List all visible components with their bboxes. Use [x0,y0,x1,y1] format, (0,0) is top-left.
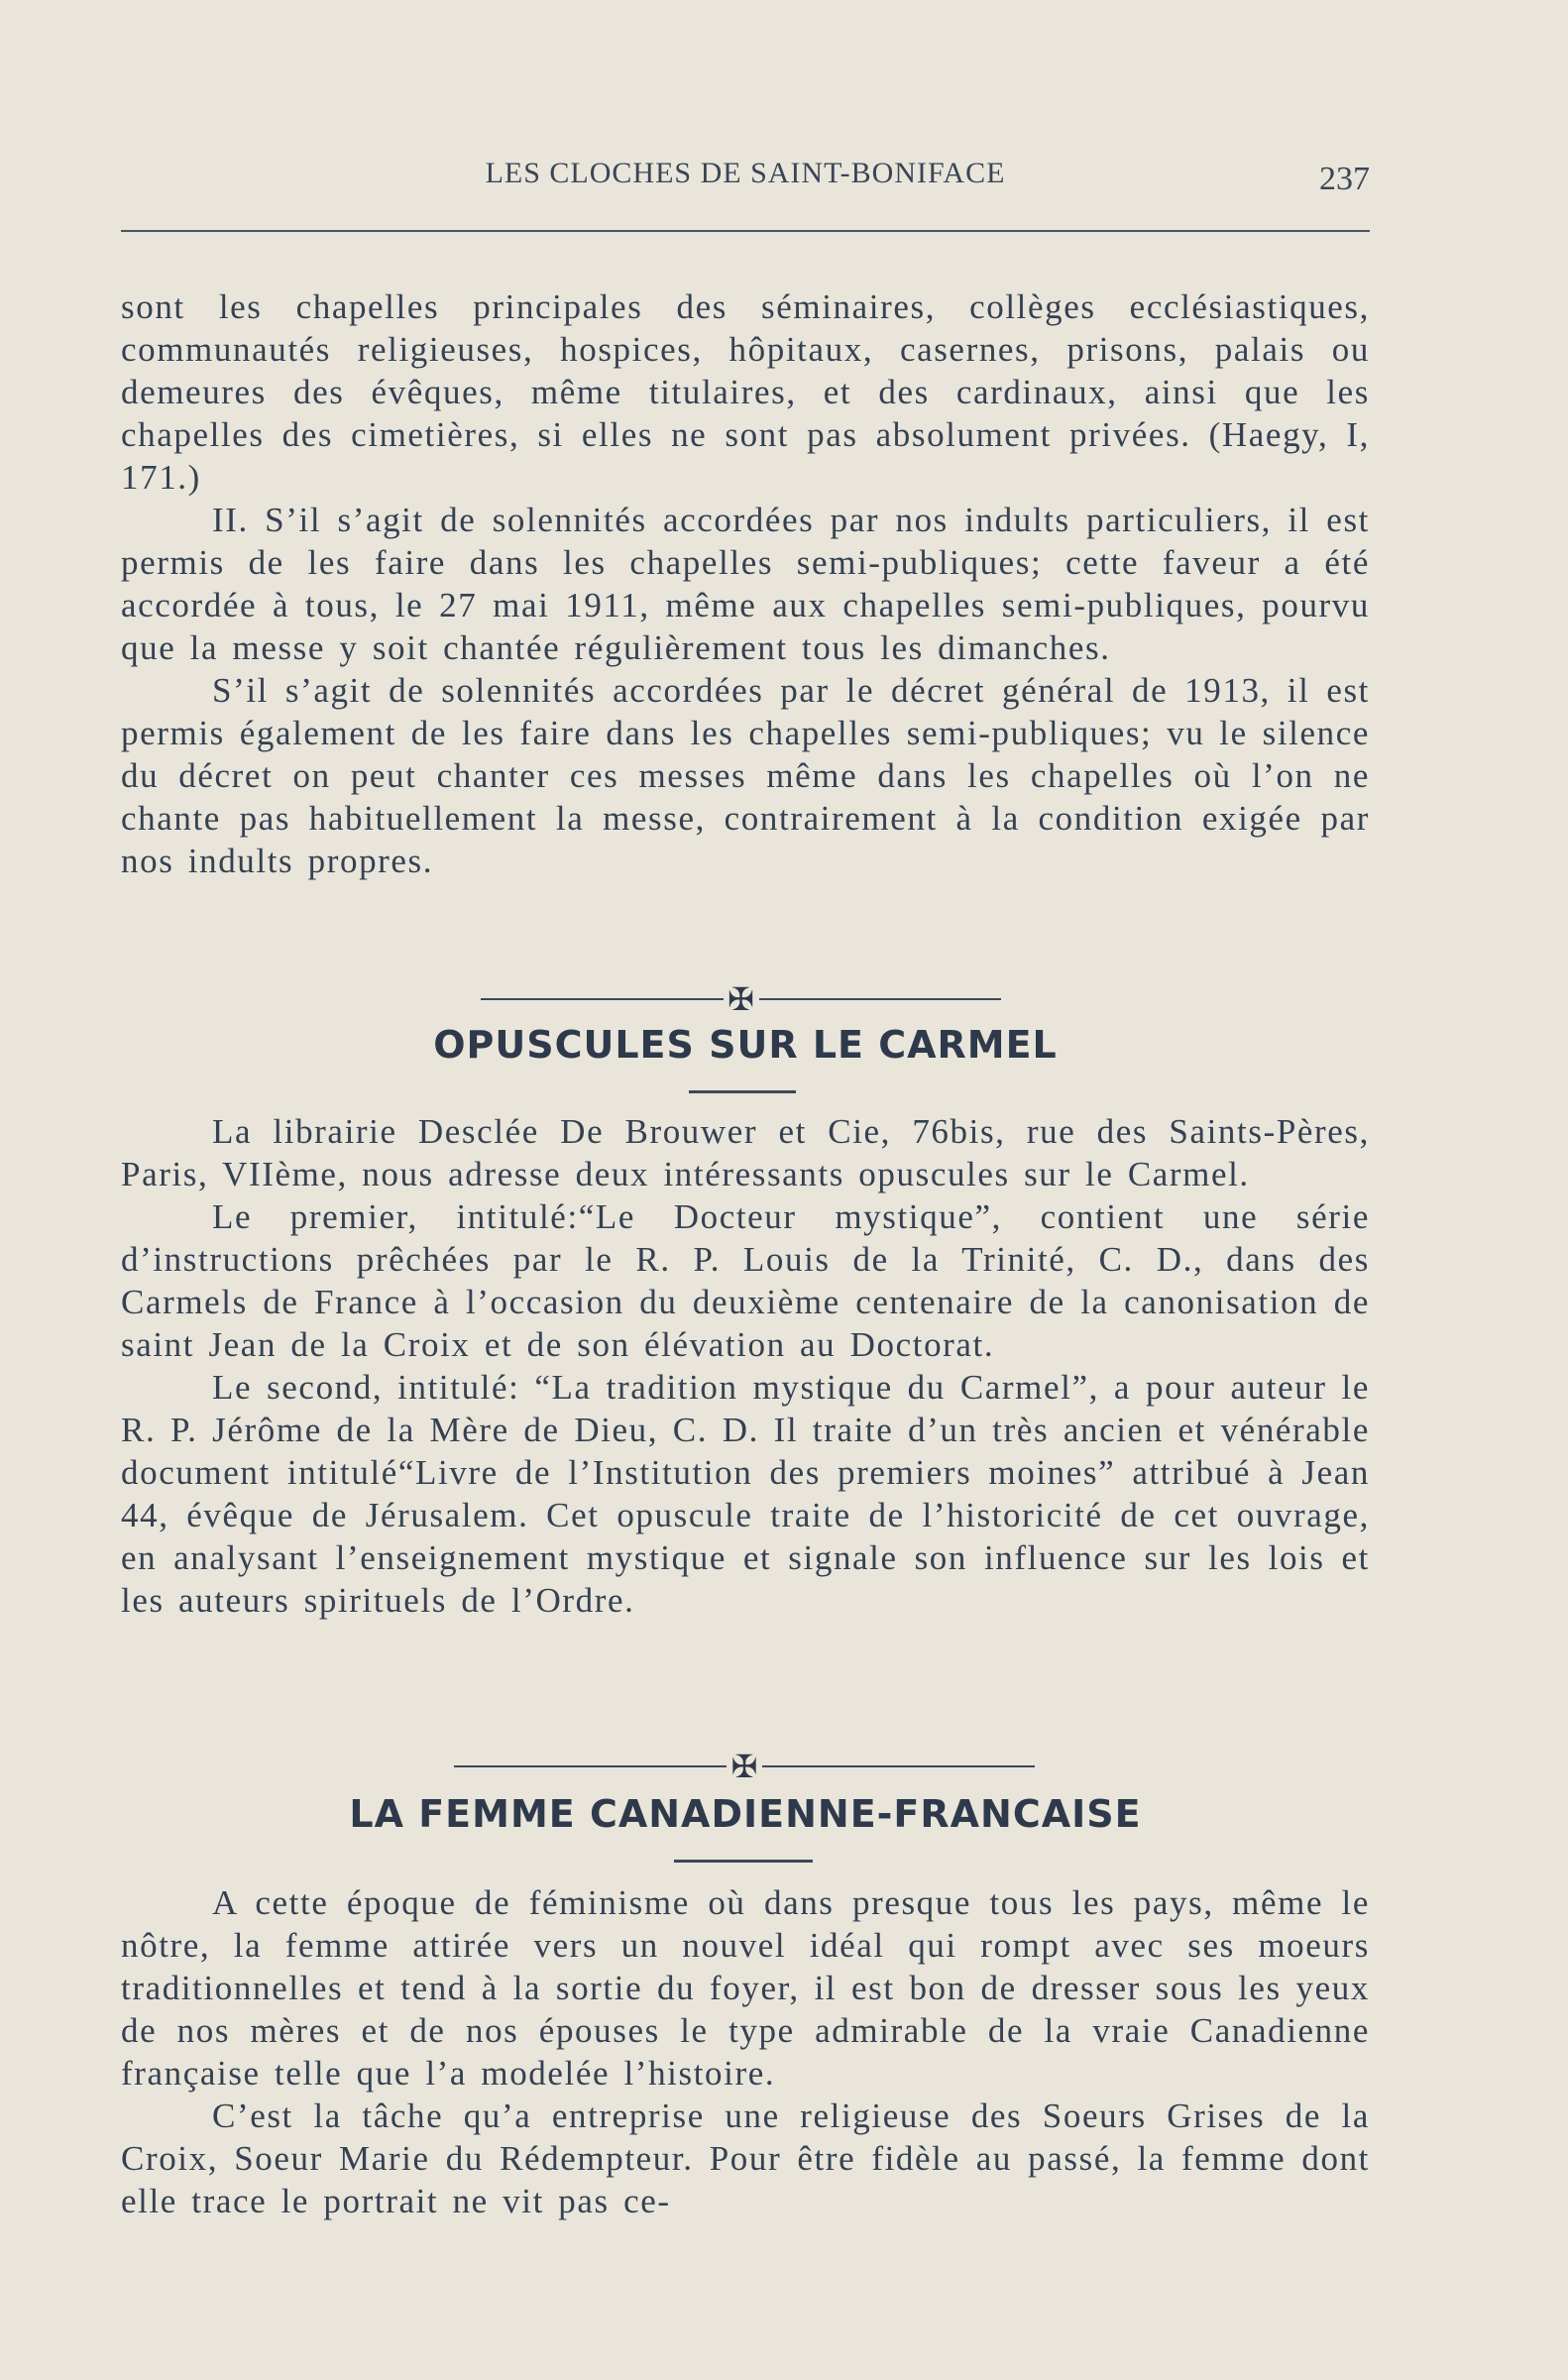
page-number: 237 [1319,161,1370,197]
paragraph: S’il s’agit de solennités accordées par le décret général de 1913, il est permis également de les faire dans les chapelles semi-publiques; vu le silence du décret on peut chanter ces messes même dans les chapelles où l’on ne chante pas habituellement la messe, contrairement à la condition exigée par nos indults propres. [121,671,1370,880]
section-text-femme [121,1881,1370,2222]
cross-icon: ✠ [728,980,754,1018]
section-text-carmel [121,1110,1370,1622]
running-title: LES CLOCHES DE SAINT-BONIFACE [485,157,1006,189]
section-title-femme: LA FEMME CANADIENNE-FRANCAISE [349,1792,1142,1836]
section-ornament [481,980,1001,1018]
paragraph: A cette époque de féminisme où dans presque tous les pays, même le nôtre, la femme attirée vers un nouvel idéal qui rompt avec ses moeurs traditionnelles et tend à la sortie du foyer, il est bon de dresser sous les yeux de nos mères et de nos épouses le type admirable de la vraie Canadienne française telle que l’a modelée l’histoire. [121,1883,1370,2093]
ornament-line [762,1765,1035,1767]
ornament-line [454,1765,727,1767]
ornament-line [759,998,1002,1000]
paragraph: sont les chapelles principales des séminaires, collèges ecclésiastiques, communautés religieuses, hospices, hôpitaux, casernes, prisons, palais ou demeures des évêques, même titulaires, et des cardinaux, ainsi que les chapelles des cimetières, si elles ne sont pas absolument privées. (Haegy, I, 171.) [121,287,1370,497]
paragraph: Le premier, intitulé:“Le Docteur mystique”, contient une série d’instructions prêchées par le R. P. Louis de la Trinité, C. D., dans des Carmels de France à l’occasion du deuxième centenaire de la canonisation de saint Jean de la Croix et de son élévation au Doctorat. [121,1197,1370,1364]
paragraph: C’est la tâche qu’a entreprise une religieuse des Soeurs Grises de la Croix, Soeur Marie du Rédempteur. Pour être fidèle au passé, la femme dont elle trace le portrait ne vit pas ce- [121,2097,1370,2220]
running-head [121,149,1370,198]
header-rule [121,230,1370,232]
paragraph: Le second, intitulé: “La tradition mystique du Carmel”, a pour auteur le R. P. Jérôme de la Mère de Dieu, C. D. Il traite d’un très ancien et vénérable document intitulé“Livre de l’Institution des premiers moines” attribué à Jean 44, évêque de Jérusalem. Cet opuscule traite de l’historicité de cet ouvrage, en analysant l’enseignement mystique et signale son influence sur les lois et les auteurs spirituels de l’Ordre. [121,1368,1370,1620]
continued-text [121,285,1370,882]
section-ornament [454,1748,1035,1785]
ornament-line [481,998,724,1000]
paragraph: II. S’il s’agit de solennités accordées par nos indults particuliers, il est permis de les faire dans les chapelles semi-publiques; cette faveur a été accordée à tous, le 27 mai 1911, même aux chapelles semi-publiques, pourvu que la messe y soit chantée régulièrement tous les dimanches. [121,501,1370,667]
section-title-carmel: OPUSCULES SUR LE CARMEL [433,1023,1058,1067]
cross-icon: ✠ [730,1748,758,1785]
paragraph: La librairie Desclée De Brouwer et Cie, 76bis, rue des Saints-Pères, Paris, VIIème, nous adresse deux intéressants opuscules sur le Carmel. [121,1112,1370,1193]
title-rule [674,1860,813,1863]
title-rule [689,1090,796,1093]
